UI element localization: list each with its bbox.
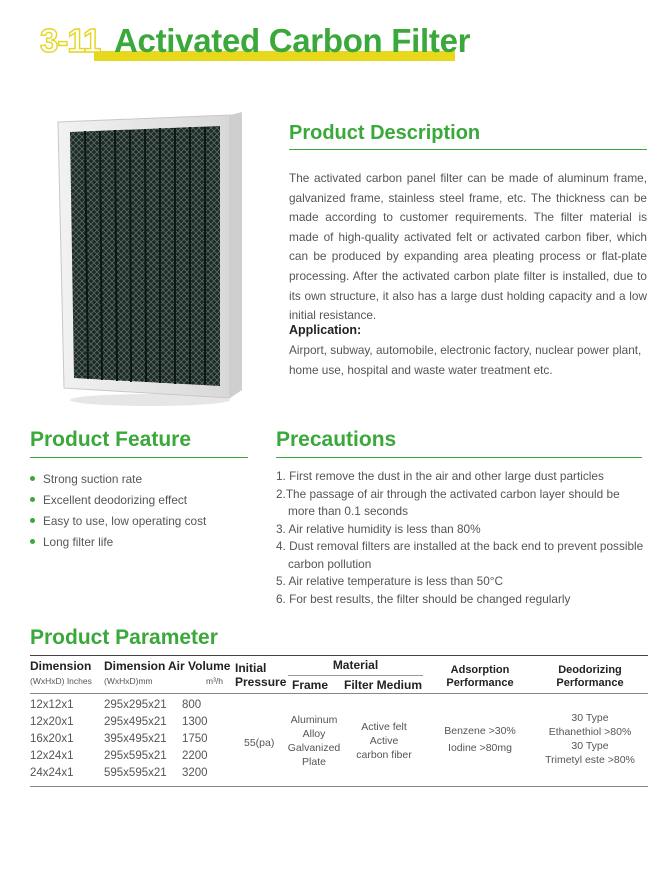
- table-bottom-rule: [30, 786, 648, 787]
- table-cell: 12x12x1: [30, 699, 74, 711]
- header-adsorption-line2: Performance: [446, 677, 514, 689]
- feature-list: [30, 468, 206, 552]
- table-cell: 2200: [182, 750, 208, 762]
- table-top-rule: [30, 655, 648, 656]
- precautions-list: [276, 468, 646, 608]
- header-dimension-inches-unit: (WxHxD) Inches: [30, 676, 92, 686]
- list-item: [30, 468, 206, 489]
- deodorizing-value: [530, 711, 650, 767]
- feature-text: Strong suction rate: [43, 471, 143, 486]
- table-cell: 595x595x21: [104, 767, 167, 779]
- filter-medium-value: [344, 720, 424, 762]
- header-material: Material: [332, 658, 379, 672]
- list-item: 4. Dust removal filters are installed at the back end to prevent possible carbon pollution: [276, 539, 644, 571]
- header-adsorption-line1: Adsorption: [450, 664, 510, 676]
- parameter-table: [30, 655, 648, 787]
- frame-line: Galvanized: [287, 742, 341, 754]
- table-cell: 12x24x1: [30, 750, 74, 762]
- divider: [276, 457, 642, 458]
- feature-text: Long filter life: [43, 534, 114, 549]
- header-initial-pressure-line2: Pressure: [235, 675, 287, 689]
- list-item: [30, 510, 206, 531]
- list-item: 5. Air relative temperature is less than 50°C: [276, 574, 503, 588]
- adsorption-line: Iodine >80mg: [448, 742, 512, 754]
- material-rule: [288, 675, 423, 676]
- section-number: 3-11: [40, 22, 101, 59]
- activated-carbon-filter-image: [40, 110, 250, 410]
- table-cell: 1300: [182, 716, 208, 728]
- list-item: 6. For best results, the filter should be changed regularly: [276, 591, 571, 606]
- table-cell: 12x20x1: [30, 716, 74, 728]
- deodorizing-line: Trimetyl este >80%: [545, 754, 635, 766]
- list-item: [30, 489, 206, 510]
- header-dimension-mm: Dimension: [104, 659, 166, 673]
- adsorption-value: [430, 723, 530, 757]
- table-cell: 3200: [182, 767, 208, 779]
- list-item: [30, 531, 206, 552]
- table-cell: 395x495x21: [104, 733, 167, 745]
- table-cell: 16x20x1: [30, 733, 74, 745]
- header-initial-pressure-line1: Initial: [235, 661, 267, 675]
- product-description-heading: Product Description: [289, 122, 481, 144]
- frame-line: Alloy: [302, 728, 326, 740]
- medium-line: Active: [369, 735, 399, 747]
- frame-line: Plate: [302, 756, 326, 768]
- header-air-volume: Air Volume: [168, 659, 231, 673]
- header-dimension-mm-unit: (WxHxD)mm: [104, 676, 153, 686]
- header-bottom-rule: [30, 693, 648, 694]
- product-parameter-heading: Product Parameter: [30, 626, 218, 649]
- list-item: 1. First remove the dust in the air and other large dust particles: [276, 469, 604, 483]
- feature-text: Excellent deodorizing effect: [43, 492, 188, 507]
- table-cell: 24x24x1: [30, 767, 74, 779]
- header-deodorizing-line1: Deodorizing: [558, 664, 622, 676]
- bullet-icon: [30, 497, 35, 502]
- product-description-text: The activated carbon panel filter can be made of aluminum frame, galvanized frame, stainless steel frame, etc. The thickness can be made according to customer requirements. The filter material is made of high-quality activated felt or activated carbon fiber, which can be produced by expanding area pleating process or flat-plate processing. After the activated carbon plate filter is installed, due to its own structure, it also has a large dust holding capacity and a low initial resistance.: [289, 171, 647, 323]
- page-title: Activated Carbon Filter: [114, 22, 471, 59]
- product-feature-heading: Product Feature: [30, 428, 192, 451]
- deodorizing-line: Ethanethiol >80%: [548, 726, 632, 738]
- divider: [30, 457, 248, 458]
- header-frame: Frame: [292, 678, 329, 692]
- deodorizing-line: 30 Type: [571, 712, 609, 724]
- page-header: [0, 0, 672, 72]
- bullet-icon: [30, 518, 35, 523]
- header-dimension-inches: Dimension: [30, 659, 92, 673]
- precautions-heading: Precautions: [276, 428, 397, 451]
- medium-line: carbon fiber: [356, 749, 412, 761]
- divider: [289, 149, 647, 150]
- adsorption-line: Benzene >30%: [444, 725, 516, 737]
- application-heading: Application:: [289, 323, 362, 337]
- bullet-icon: [30, 539, 35, 544]
- deodorizing-line: 30 Type: [571, 740, 609, 752]
- feature-text: Easy to use, low operating cost: [43, 513, 207, 528]
- header-deodorizing-line2: Performance: [556, 677, 624, 689]
- bullet-icon: [30, 476, 35, 481]
- table-cell: 295x595x21: [104, 750, 167, 762]
- table-cell: 295x295x21: [104, 699, 167, 711]
- table-cell: 1750: [182, 733, 208, 745]
- header-filter-medium: Filter Medium: [344, 678, 423, 692]
- header-air-volume-unit: m³/h: [206, 676, 223, 686]
- initial-pressure-value: 55(pa): [244, 737, 275, 749]
- table-cell: 800: [182, 699, 202, 711]
- list-item: 3. Air relative humidity is less than 80%: [276, 521, 481, 536]
- frame-value: [284, 713, 344, 769]
- frame-line: Aluminum: [290, 714, 338, 726]
- application-text: Airport, subway, automobile, electronic factory, nuclear power plant, home use, hospital and waste water treatment etc.: [289, 343, 642, 377]
- medium-line: Active felt: [361, 721, 407, 733]
- list-item: 2.The passage of air through the activated carbon layer should be more than 0.1 seconds: [276, 486, 620, 518]
- table-cell: 295x495x21: [104, 716, 167, 728]
